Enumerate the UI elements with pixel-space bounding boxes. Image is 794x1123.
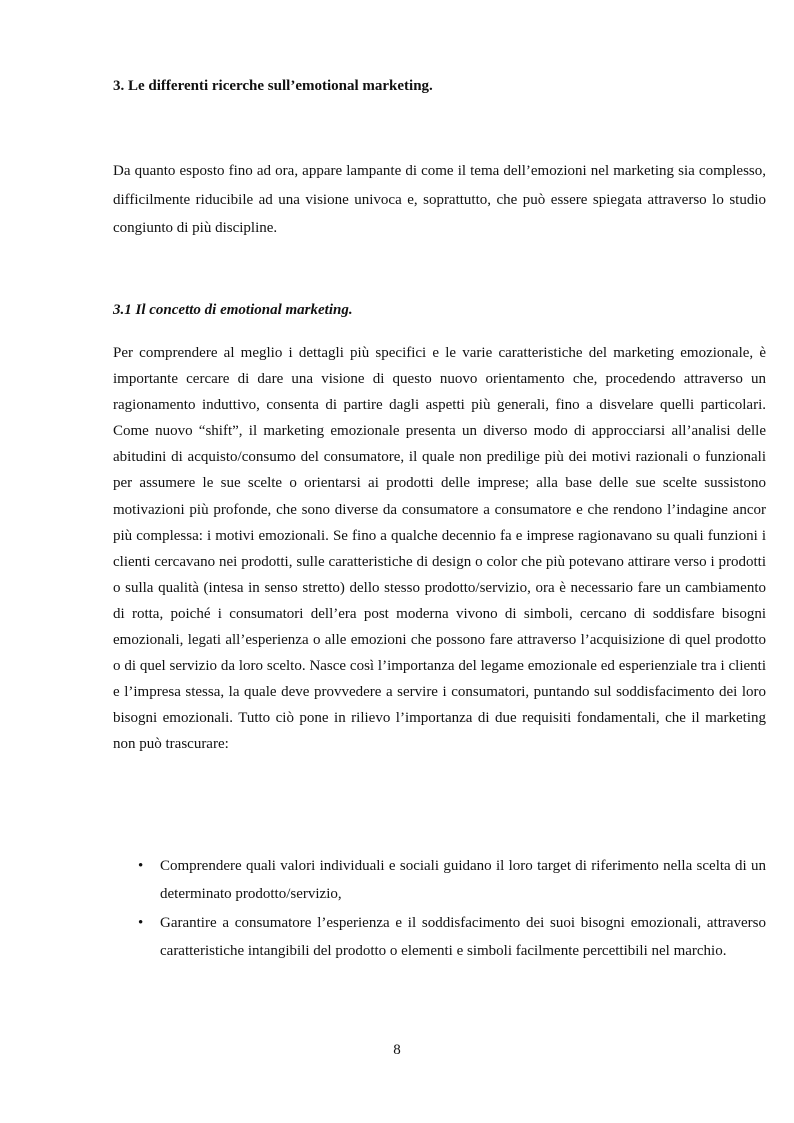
page-number: 8 <box>393 1042 401 1058</box>
list-item <box>113 909 766 965</box>
chapter-heading: 3. Le differenti ricerche sull’emotional marketing. <box>113 78 433 94</box>
section-heading: 3.1 Il concetto di emotional marketing. <box>113 302 353 318</box>
bullet-icon: • <box>138 858 144 874</box>
list-item <box>113 852 766 908</box>
bullet-icon: • <box>138 915 144 931</box>
requirements-list <box>113 852 766 966</box>
list-item-text: Comprendere quali valori individuali e sociali guidano il loro target di riferimento nella scelta di un determinato prodotto/servizio, <box>160 858 766 902</box>
section-body-paragraph: Per comprendere al meglio i dettagli più specifici e le varie caratteristiche del marketing emozionale, è importante cercare di dare una visione di questo nuovo orientamento che, procedendo attraverso un ragionamento induttivo, consenta di partire dagli aspetti più generali, fino a disvelare quelli particolari. Come nuovo “shift”, il marketing emozionale presenta un diverso modo di approcciarsi all’analisi delle abitudini di acquisto/consumo del consumatore, il quale non predilige più dei motivi razionali o funzionali per assumere le sue scelte o orientarsi ai prodotti delle imprese; alla base delle sue scelte sussistono motivazioni più profonde, che sono diverse da consumatore a consumatore e che rendono l’indagine ancor più complessa: i motivi emozionali. Se fino a qualche decennio fa e imprese ragionavano su quali funzioni i clienti cercavano nei prodotti, sulle caratteristiche di design o color che più potevano attirare verso i prodotti o sulla qualità (intesa in senso stretto) dello stesso prodotto/servizio, ora è necessario fare un cambiamento di rotta, poiché i consumatori dell’era post moderna vivono di simboli, cercano di soddisfare bisogni emozionali, legati all’esperienza o alle emozioni che possono fare attraverso l’acquisizione di quel prodotto o di quel servizio da loro scelto. Nasce così l’importanza del legame emozionale ed esperienziale tra i clienti e l’impresa stessa, la quale deve provvedere a servire i consumatori, puntando sul soddisfacimento dei loro bisogni emozionali. Tutto ciò pone in rilievo l’importanza di due requisiti fondamentali, che il marketing non può trascurare: <box>113 345 766 753</box>
chapter-intro-paragraph: Da quanto esposto fino ad ora, appare lampante di come il tema dell’emozioni nel marketing sia complesso, difficilmente riducibile ad una visione univoca e, soprattutto, che può essere spiegata attraverso lo studio congiunto di più discipline. <box>113 163 766 237</box>
list-item-text: Garantire a consumatore l’esperienza e il soddisfacimento dei suoi bisogni emozionali, attraverso caratteristiche intangibili del prodotto o elementi e simboli facilmente percettibili nel marchio. <box>160 915 766 959</box>
